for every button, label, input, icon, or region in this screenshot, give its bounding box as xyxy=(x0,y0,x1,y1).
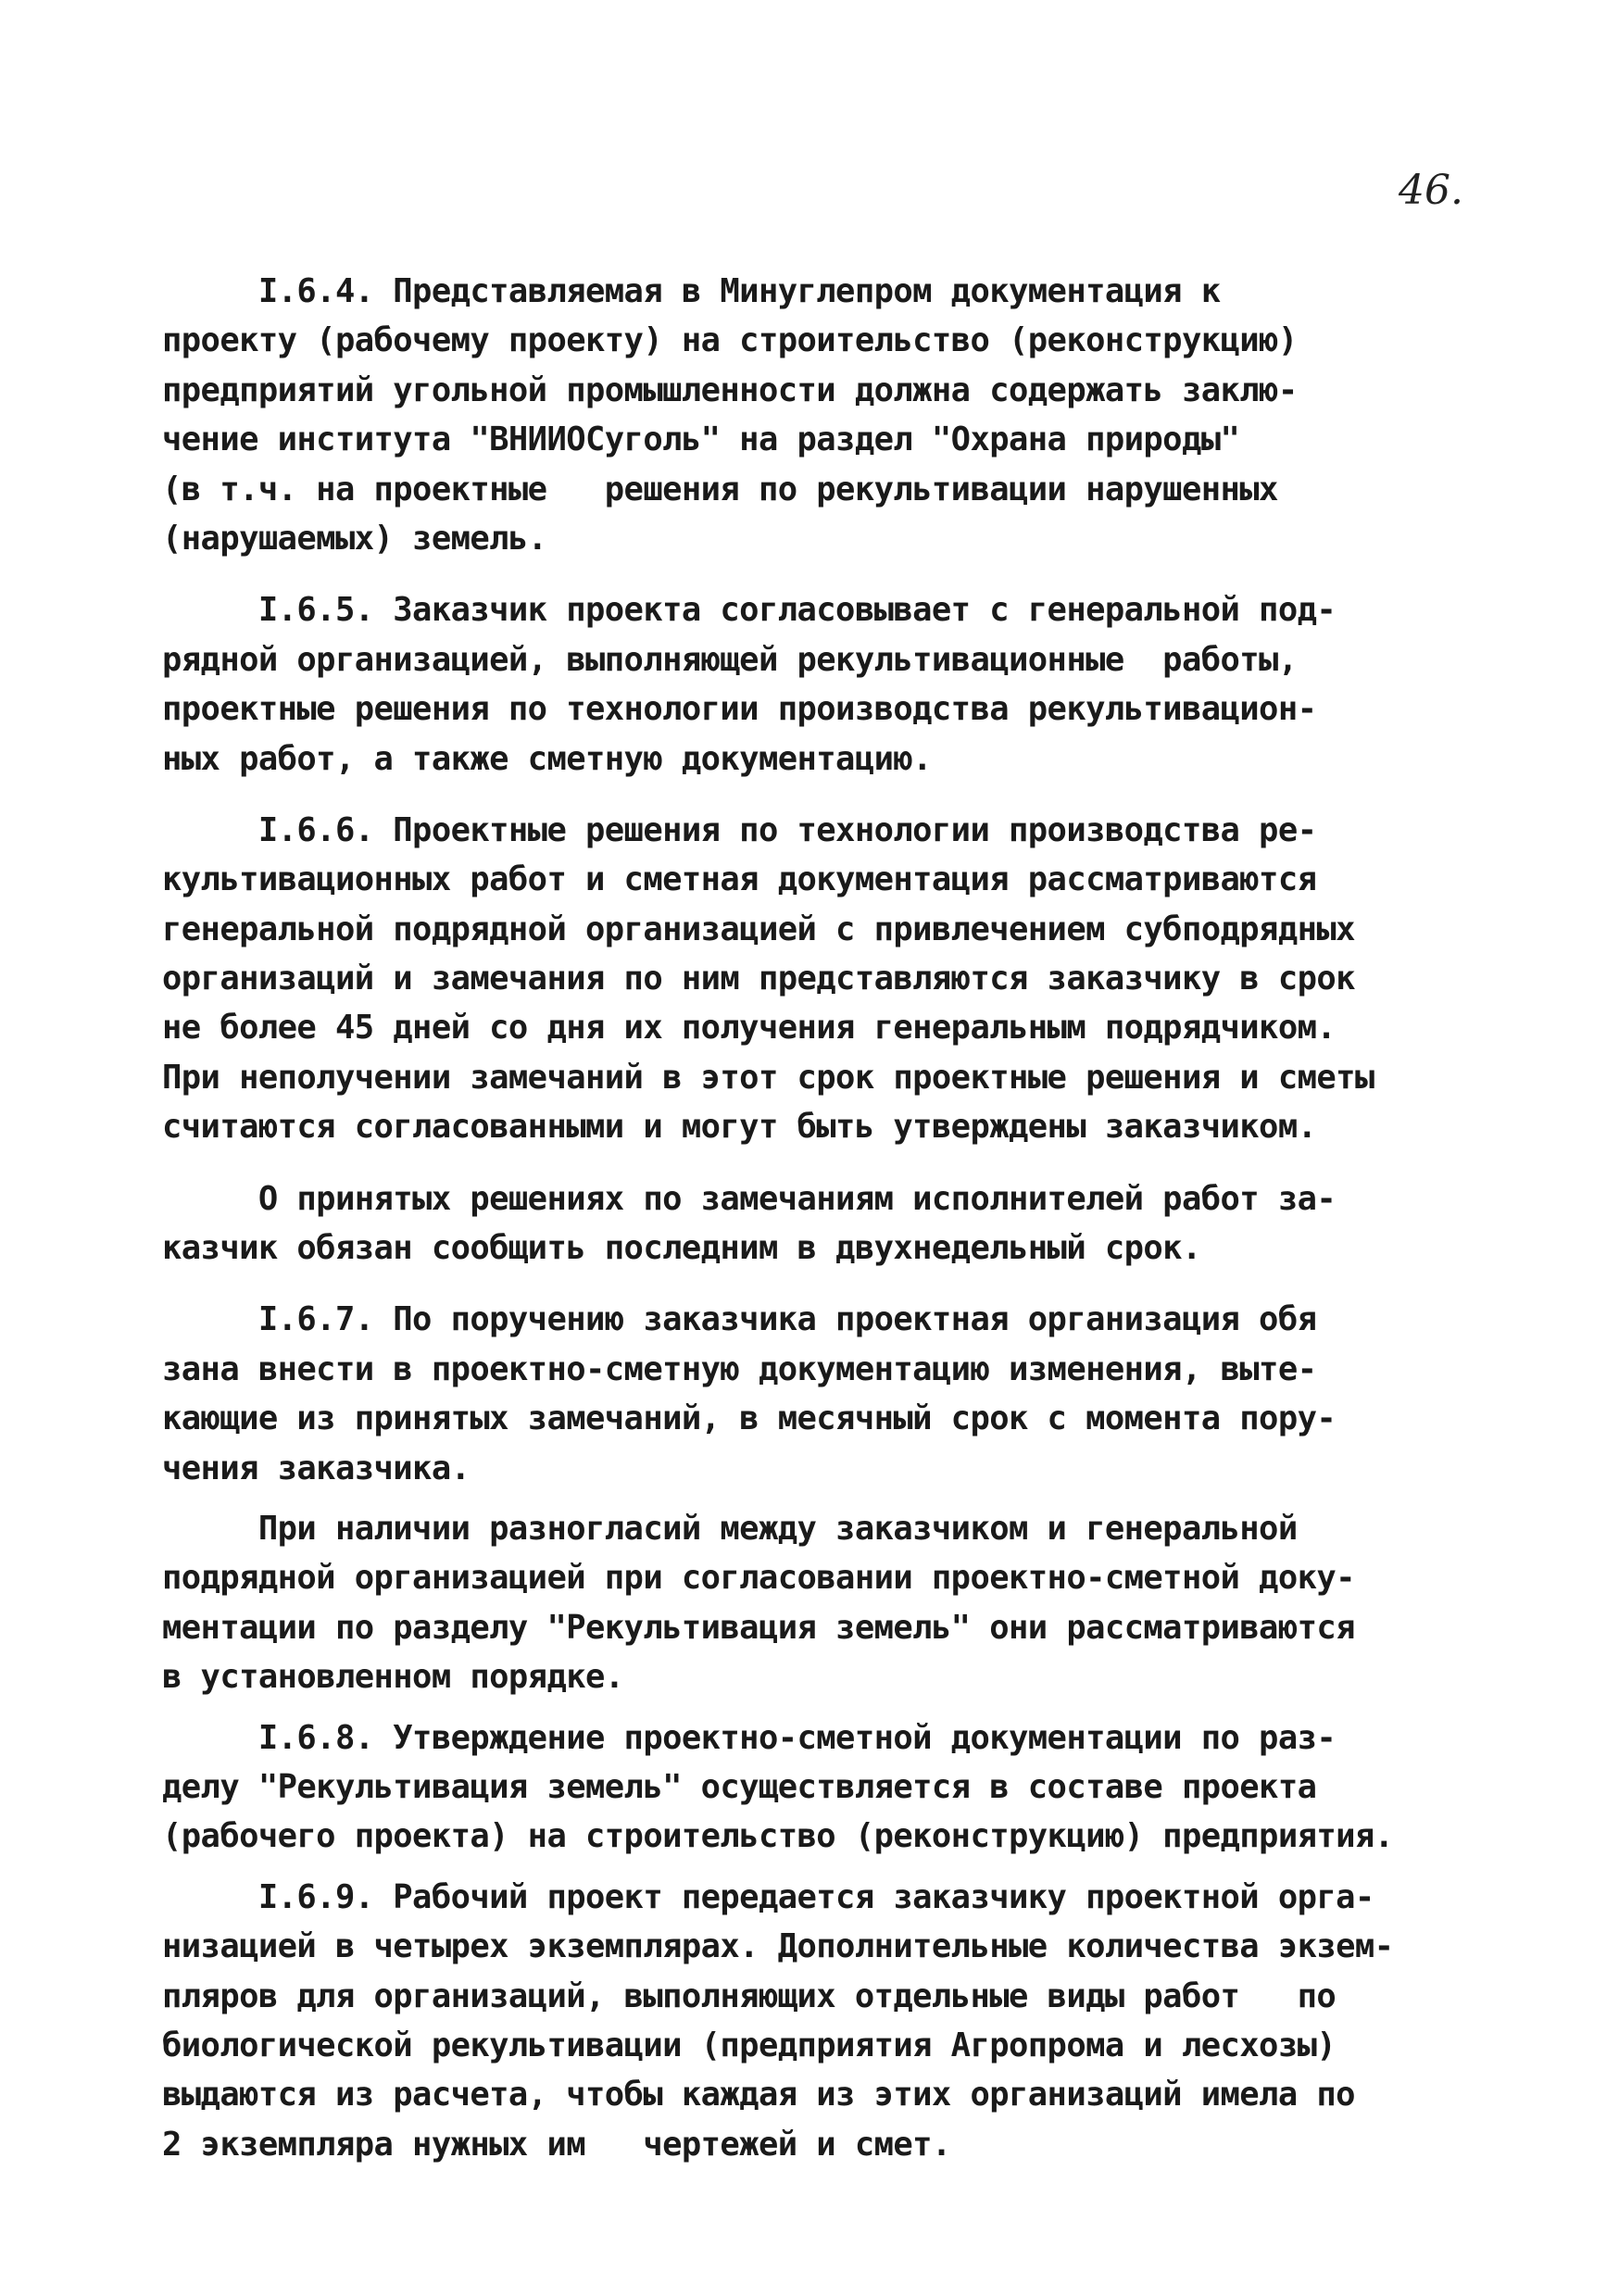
text-line: I.6.7. По поручению заказчика проектная организация обя xyxy=(162,1300,1317,1339)
text-line: ных работ, а также сметную документацию. xyxy=(162,739,932,778)
paragraph-1-6-9 xyxy=(162,1873,1477,2169)
text-line: I.6.4. Представляемая в Минуглепром документация к xyxy=(162,272,1221,310)
text-line: низацией в четырех экземплярах. Дополнительные количества экзем- xyxy=(162,1927,1394,1966)
text-line: проектные решения по технологии производства рекультивацион- xyxy=(162,690,1317,729)
text-line: считаются согласованными и могут быть утверждены заказчиком. xyxy=(162,1108,1317,1147)
paragraph-1-6-6 xyxy=(162,806,1477,1152)
paragraph-1-6-4 xyxy=(162,267,1477,563)
text-line: казчик обязан сообщить последним в двухнедельный срок. xyxy=(162,1229,1201,1268)
paragraph-1-6-8 xyxy=(162,1713,1477,1862)
text-line: 2 экземпляра нужных им чертежей и смет. xyxy=(162,2125,951,2164)
text-line: выдаются из расчета, чтобы каждая из этих организаций имела по xyxy=(162,2076,1355,2114)
document-body xyxy=(162,267,1477,2169)
paragraph-1-6-5 xyxy=(162,585,1477,784)
text-line: не более 45 дней со дня их получения генеральным подрядчиком. xyxy=(162,1009,1337,1048)
text-line: При наличии разногласий между заказчиком и генеральной xyxy=(162,1509,1298,1548)
text-line: культивационных работ и сметная документация рассматриваются xyxy=(162,860,1317,899)
text-line: чения заказчика. xyxy=(162,1449,471,1487)
text-line: (рабочего проекта) на строительство (реконструкцию) предприятия. xyxy=(162,1817,1394,1856)
text-line: организаций и замечания по ним представляются заказчику в срок xyxy=(162,960,1355,998)
text-line: О принятых решениях по замечаниям исполнителей работ за- xyxy=(162,1179,1337,1218)
text-line: I.6.8. Утверждение проектно-сметной документации по раз- xyxy=(162,1718,1337,1757)
page-number: 46. xyxy=(1399,167,1463,214)
text-line: I.6.6. Проектные решения по технологии производства ре- xyxy=(162,810,1317,849)
paragraph-decisions-notice xyxy=(162,1174,1477,1273)
text-line: I.6.5. Заказчик проекта согласовывает с генеральной под- xyxy=(162,591,1337,630)
text-line: биологической рекультивации (предприятия Агропрома и лесхозы) xyxy=(162,2026,1337,2064)
paragraph-1-6-7 xyxy=(162,1295,1477,1493)
text-line: рядной организацией, выполняющей рекультивационные работы, xyxy=(162,640,1298,679)
paragraph-disagreements xyxy=(162,1504,1477,1702)
text-line: пляров для организаций, выполняющих отдельные виды работ по xyxy=(162,1976,1337,2015)
text-line: генеральной подрядной организацией с привлечением субподрядных xyxy=(162,910,1355,948)
text-line: зана внести в проектно-сметную документацию изменения, выте- xyxy=(162,1349,1317,1388)
text-line: кающие из принятых замечаний, в месячный срок с момента пору- xyxy=(162,1399,1337,1438)
text-line: (в т.ч. на проектные решения по рекультивации нарушенных xyxy=(162,470,1278,508)
text-line: предприятий угольной промышленности должна содержать заклю- xyxy=(162,370,1298,409)
text-line: в установленном порядке. xyxy=(162,1658,624,1697)
text-line: делу "Рекультивация земель" осуществляется в составе проекта xyxy=(162,1767,1317,1806)
text-line: подрядной организацией при согласовании проектно-сметной доку- xyxy=(162,1559,1355,1598)
text-line: чение института "ВНИИОСуголь" на раздел "Охрана природы" xyxy=(162,420,1240,459)
text-line: проекту (рабочему проекту) на строительство (реконструкцию) xyxy=(162,321,1298,360)
text-line: При неполучении замечаний в этот срок проектные решения и сметы xyxy=(162,1058,1374,1097)
text-line: I.6.9. Рабочий проект передается заказчику проектной орга- xyxy=(162,1877,1374,1916)
text-line: ментации по разделу "Рекультивация земель" они рассматриваются xyxy=(162,1608,1355,1647)
text-line: (нарушаемых) земель. xyxy=(162,519,547,558)
